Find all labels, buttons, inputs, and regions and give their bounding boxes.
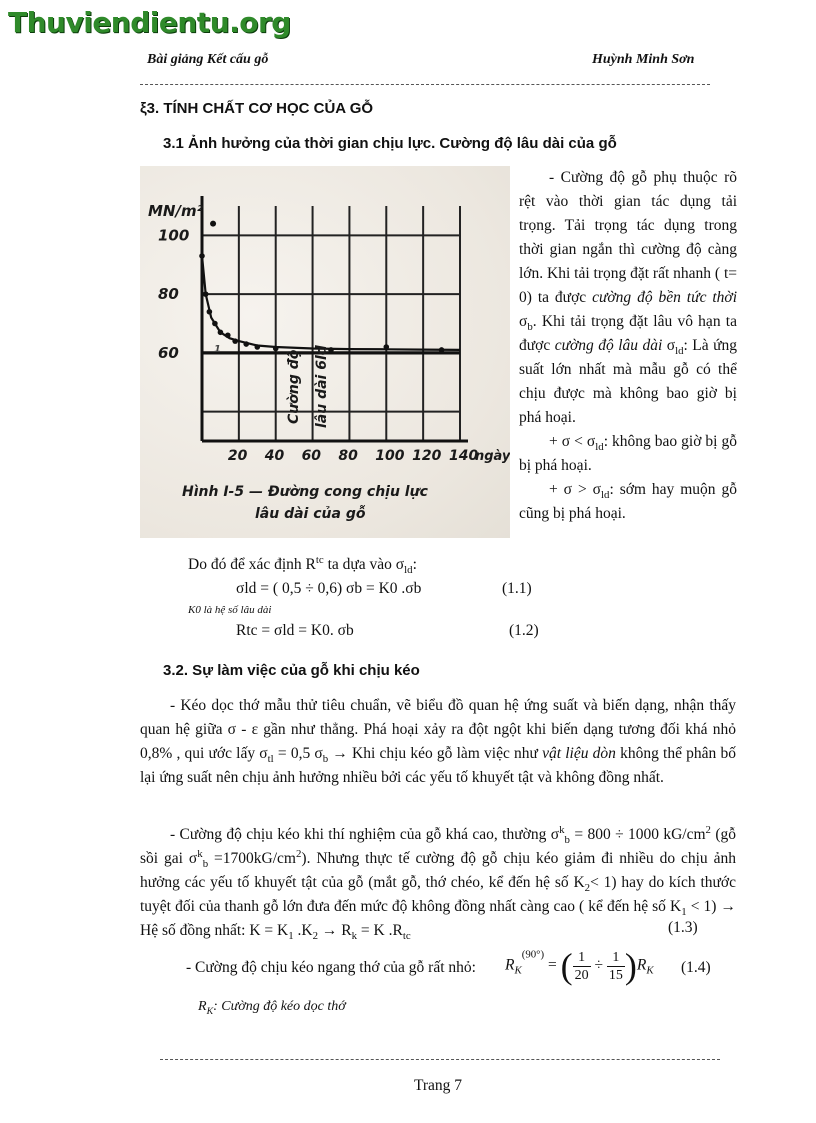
right-column-text xyxy=(519,166,737,526)
data-point xyxy=(243,341,249,347)
x-tick-label: 60 xyxy=(301,448,322,464)
data-point xyxy=(383,344,389,350)
chart-grid xyxy=(202,196,468,441)
figure-caption-line2: lâu dài của gỗ xyxy=(255,506,366,522)
rk-note: $R_K$: Cường độ kéo dọc thớ xyxy=(198,999,346,1017)
instant-strength-label: Cường độ xyxy=(286,349,302,424)
k0-note: K0 là hệ số lâu dài xyxy=(188,604,272,616)
subsection-title-3-1: 3.1 Ảnh hưởng của thời gian chịu lực. Cường độ lâu dài của gỗ xyxy=(163,135,617,152)
y-tick-label: 80 xyxy=(158,285,179,304)
tension-paragraph-1: - Kéo dọc thớ mẫu thử tiêu chuẩn, vẽ biểu đồ quan hệ ứng suất và biến dạng, nhận thấy quan hệ giữa σ - ε gần như thẳng. Phá hoại xảy ra đột ngột khi biến dạng tương đối khá nhỏ 0,8% , qui ước lấy $\sigma_{tl} = 0,5$ $\sigma_b$ → Khi chịu kéo gỗ làm việc như vật liệu dòn không thể phân bố lại ứng suất nên chịu ảnh hưởng nhiều bởi các yếu tố khuyết tật và không đồng nhất. xyxy=(140,697,736,786)
chart-curves xyxy=(202,256,460,353)
tension-paragraph-2: - Cường độ chịu kéo khi thí nghiệm của gỗ khá cao, thường $\sigma^k_b = 800 \div 1000$ $kG/cm^2$ (gỗ sồi gai $\sigma^k_b =1700kG/cm^2$). Nhưng thực tế cường độ gỗ chịu kéo giảm đi nhiều do chịu ảnh hưởng các yếu tố khuyết tật của gỗ (mắt gỗ, thớ chéo, kể đến hệ số $K_2< 1$) hay do kích thước tuyệt đối của thanh gỗ lớn đưa đến mức độ không đồng nhất càng cao ( kể đến hệ số $K_1 < 1$) → Hệ số đồng nhất: $K = K_1$ $.K_2 \to R_k = K$ $.R_{tc}$ xyxy=(140,823,737,943)
long-term-curve xyxy=(202,256,460,350)
equation-1-1: σld = ( 0,5 ÷ 0,6) σb = K0 .σb xyxy=(236,580,422,597)
x-tick-label: 100 xyxy=(375,448,405,464)
origin-mark: 1 xyxy=(214,344,221,355)
equation-1-4: $R_K^{(90^\circ)}$ = ( $\frac{1}{20}$ ÷ $\frac{1}{15}$ )$R_K$ xyxy=(505,946,654,986)
data-point xyxy=(212,321,218,327)
header-divider xyxy=(140,84,710,85)
long-term-strength-chart xyxy=(140,166,510,538)
x-tick-label: 120 xyxy=(412,448,442,464)
header-author: Huỳnh Minh Sơn xyxy=(592,52,695,67)
right-paragraph-2: + $\sigma < \sigma_{ld}$: không bao giờ bị gỗ bị phá hoại. xyxy=(519,433,738,474)
x-tick-label: 20 xyxy=(227,448,248,464)
equation-1-3-number: (1.3) xyxy=(668,919,698,936)
y-tick-label: 60 xyxy=(158,343,179,362)
x-tick-label: 40 xyxy=(264,448,285,464)
equation-1-1-number: (1.1) xyxy=(502,580,532,597)
equation-1-4-number: (1.4) xyxy=(681,959,711,976)
chart-points xyxy=(199,221,444,353)
page-number: Trang 7 xyxy=(413,1077,463,1094)
data-point xyxy=(232,338,238,344)
footer-divider xyxy=(160,1059,720,1060)
right-paragraph-1: - Cường độ gỗ phụ thuộc rõ rệt vào thời gian tác dụng tải trọng. Tải trọng tác dụng trong thời gian ngắn thì cường độ càng lớn. Khi tải trọng đặt rất nhanh ( t= 0) ta được cường độ bền tức thời $\sigma_b$. Khi tải trọng đặt lâu vô hạn ta được cường độ lâu dài $\sigma_{ld}$: Là ứng suất lớn nhất mà mẫu gỗ có thể chịu được mà không bao giờ bị phá hoại. xyxy=(519,169,737,426)
eq-intro: Do đó để xác định $R^{tc}$ ta dựa vào $\sigma_{ld}$: xyxy=(188,553,417,577)
data-point xyxy=(225,332,231,338)
x-tick-label: 140 xyxy=(449,448,479,464)
data-point xyxy=(439,347,445,353)
site-logo: Thuviendientu.org xyxy=(8,6,291,39)
x-tick-label: 80 xyxy=(338,448,358,464)
long-term-strength-label: lâu dài 6ld xyxy=(314,345,330,428)
figure-scan xyxy=(140,166,510,538)
data-point-outlier xyxy=(210,221,216,227)
figure-caption-line1: Hình I-5 — Đường cong chịu lực xyxy=(182,484,428,500)
subsection-title-3-2: 3.2. Sự làm việc của gỗ khi chịu kéo xyxy=(163,662,420,679)
equation-1-2: Rtc = σld = K0. σb xyxy=(236,622,354,639)
data-point xyxy=(254,344,260,350)
y-unit-label: MN/m² xyxy=(148,202,204,220)
data-point xyxy=(207,309,213,315)
data-point xyxy=(273,346,279,352)
section-title: ξ3. TÍNH CHẤT CƠ HỌC CỦA GỖ xyxy=(140,100,374,117)
header-course-title: Bài giảng Kết cấu gỗ xyxy=(147,52,269,67)
tension-paragraph-3: - Cường độ chịu kéo ngang thớ của gỗ rất nhỏ: xyxy=(186,959,476,976)
data-point xyxy=(203,291,209,297)
y-tick-label: 100 xyxy=(158,226,190,245)
data-point xyxy=(199,253,205,259)
right-paragraph-3: + $\sigma > \sigma_{ld}$: sớm hay muộn gỗ cũng bị phá hoại. xyxy=(519,481,737,522)
equation-1-2-number: (1.2) xyxy=(509,622,539,639)
x-unit-label: ngày xyxy=(475,449,510,464)
data-point xyxy=(218,330,224,336)
